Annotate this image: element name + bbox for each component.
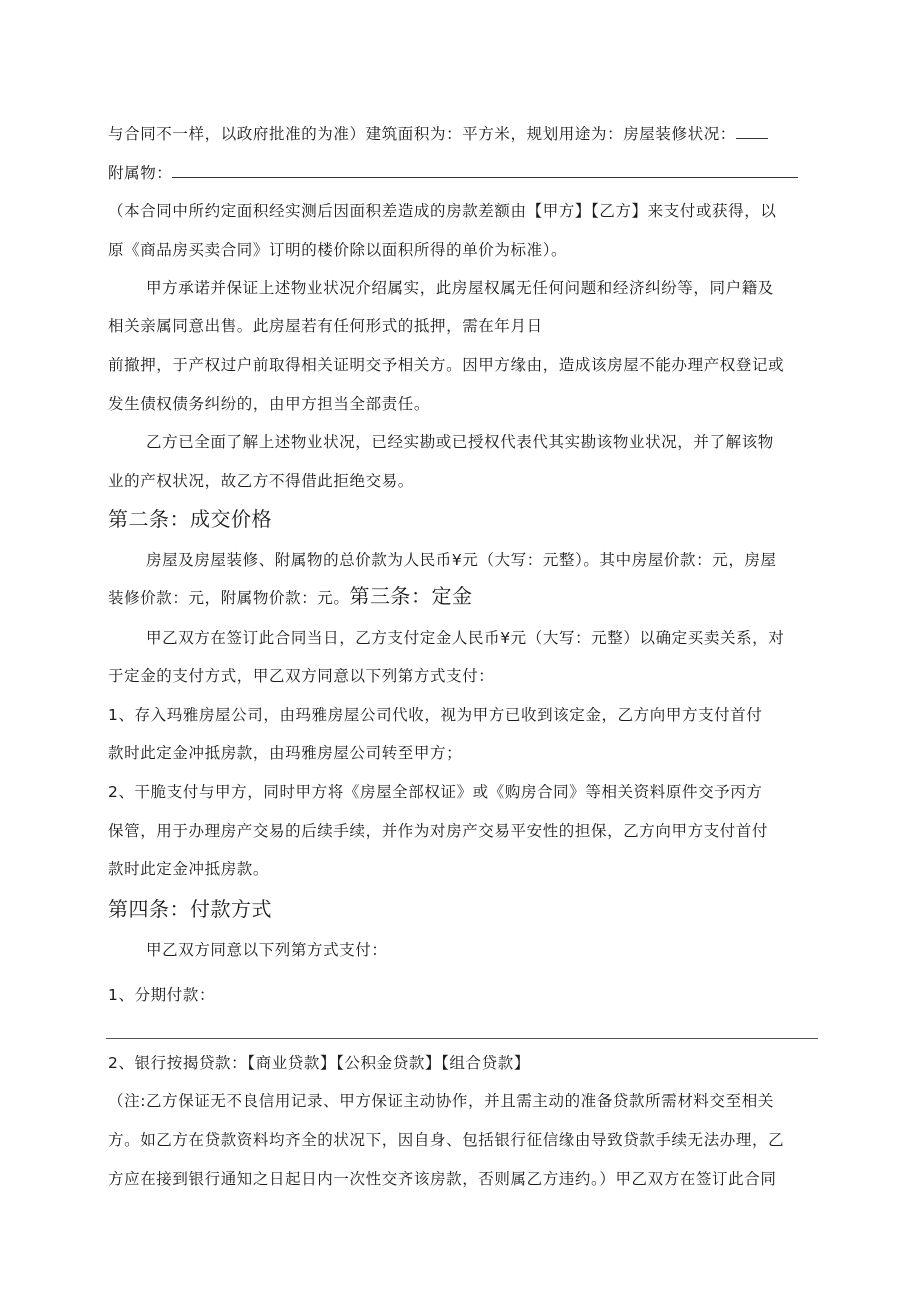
paragraph-line: 款时此定金冲抵房款。 bbox=[108, 860, 270, 878]
paragraph-line: 装修价款：元，附属物价款：元。第三条：定金 bbox=[108, 584, 473, 608]
paragraph-line: （本合同中所约定面积经实测后因面积差造成的房款差额由【甲方】【乙方】来支付或获得，以 bbox=[108, 202, 777, 220]
paragraph-line: 附属物： bbox=[108, 162, 818, 184]
paragraph-line: 方应在接到银行通知之日起日内一次性交齐该房款，否则属乙方违约。）甲乙双方在签订此合同 bbox=[108, 1170, 777, 1188]
paragraph-line: 甲乙双方同意以下列第方式支付： bbox=[146, 941, 388, 959]
paragraph-line: 原《商品房买卖合同》订明的楼价除以面积所得的单价为标准）。 bbox=[108, 241, 568, 259]
paragraph-line: 相关亲属同意出售。此房屋若有任何形式的抵押，需在年月日 bbox=[108, 317, 543, 335]
paragraph-line: 保管，用于办理房产交易的后续手续，并作为对房产交易平安性的担保，乙方向甲方支付首付 bbox=[108, 822, 769, 840]
paragraph-line: 1、存入玛雅房屋公司，由玛雅房屋公司代收，视为甲方已收到该定金，乙方向甲方支付首付 bbox=[108, 706, 763, 724]
section-heading-4: 第四条：付款方式 bbox=[108, 897, 272, 921]
paragraph-line: 1、分期付款： bbox=[108, 986, 216, 1004]
paragraph-line: 甲乙双方在签订此合同当日，乙方支付定金人民币¥元（大写：元整）以确定买卖关系，对 bbox=[146, 629, 785, 647]
fill-line bbox=[106, 1038, 818, 1039]
section-heading-2: 第二条：成交价格 bbox=[108, 507, 272, 531]
paragraph-line: 发生债权债务纠纷的，由甲方担当全部责任。 bbox=[108, 395, 431, 413]
paragraph-line: 与合同不一样，以政府批准的为准）建筑面积为：平方米，规划用途为：房屋装修状况： bbox=[108, 123, 818, 145]
fill-blank bbox=[172, 163, 798, 178]
section-heading-3: 第三条：定金 bbox=[349, 584, 473, 608]
paragraph-line: 款时此定金冲抵房款，由玛雅房屋公司转至甲方； bbox=[108, 744, 463, 762]
paragraph-line: 于定金的支付方式，甲乙双方同意以下列第方式支付： bbox=[108, 667, 495, 685]
paragraph-line: 2、干脆支付与甲方，同时甲方将《房屋全部权证》或《购房合同》等相关资料原件交予丙方 bbox=[108, 783, 763, 801]
fill-blank bbox=[736, 124, 768, 139]
paragraph-line: 业的产权状况，故乙方不得借此拒绝交易。 bbox=[108, 472, 414, 490]
paragraph-line: （注:乙方保证无不良信用记录、甲方保证主动协作，并且需主动的准备贷款所需材料交至相关 bbox=[108, 1092, 774, 1110]
paragraph-line: 2、银行按揭贷款：【商业贷款】【公积金贷款】【组合贷款】 bbox=[108, 1054, 530, 1072]
paragraph-line: 乙方已全面了解上述物业状况，已经实勘或已授权代表代其实勘该物业状况，并了解该物 bbox=[146, 433, 774, 451]
paragraph-line: 房屋及房屋装修、附属物的总价款为人民币¥元（大写：元整）。其中房屋价款：元，房屋 bbox=[146, 551, 777, 569]
paragraph-line: 方。如乙方在贷款资料均齐全的状况下，因自身、包括银行征信缘由导致贷款手续无法办理，乙 bbox=[108, 1131, 785, 1149]
paragraph-line: 前撤押，于产权过户前取得相关证明交予相关方。因甲方缘由，造成该房屋不能办理产权登记或 bbox=[108, 356, 785, 374]
paragraph-line: 甲方承诺并保证上述物业状况介绍属实，此房屋权属无任何问题和经济纠纷等，同户籍及 bbox=[146, 279, 774, 297]
